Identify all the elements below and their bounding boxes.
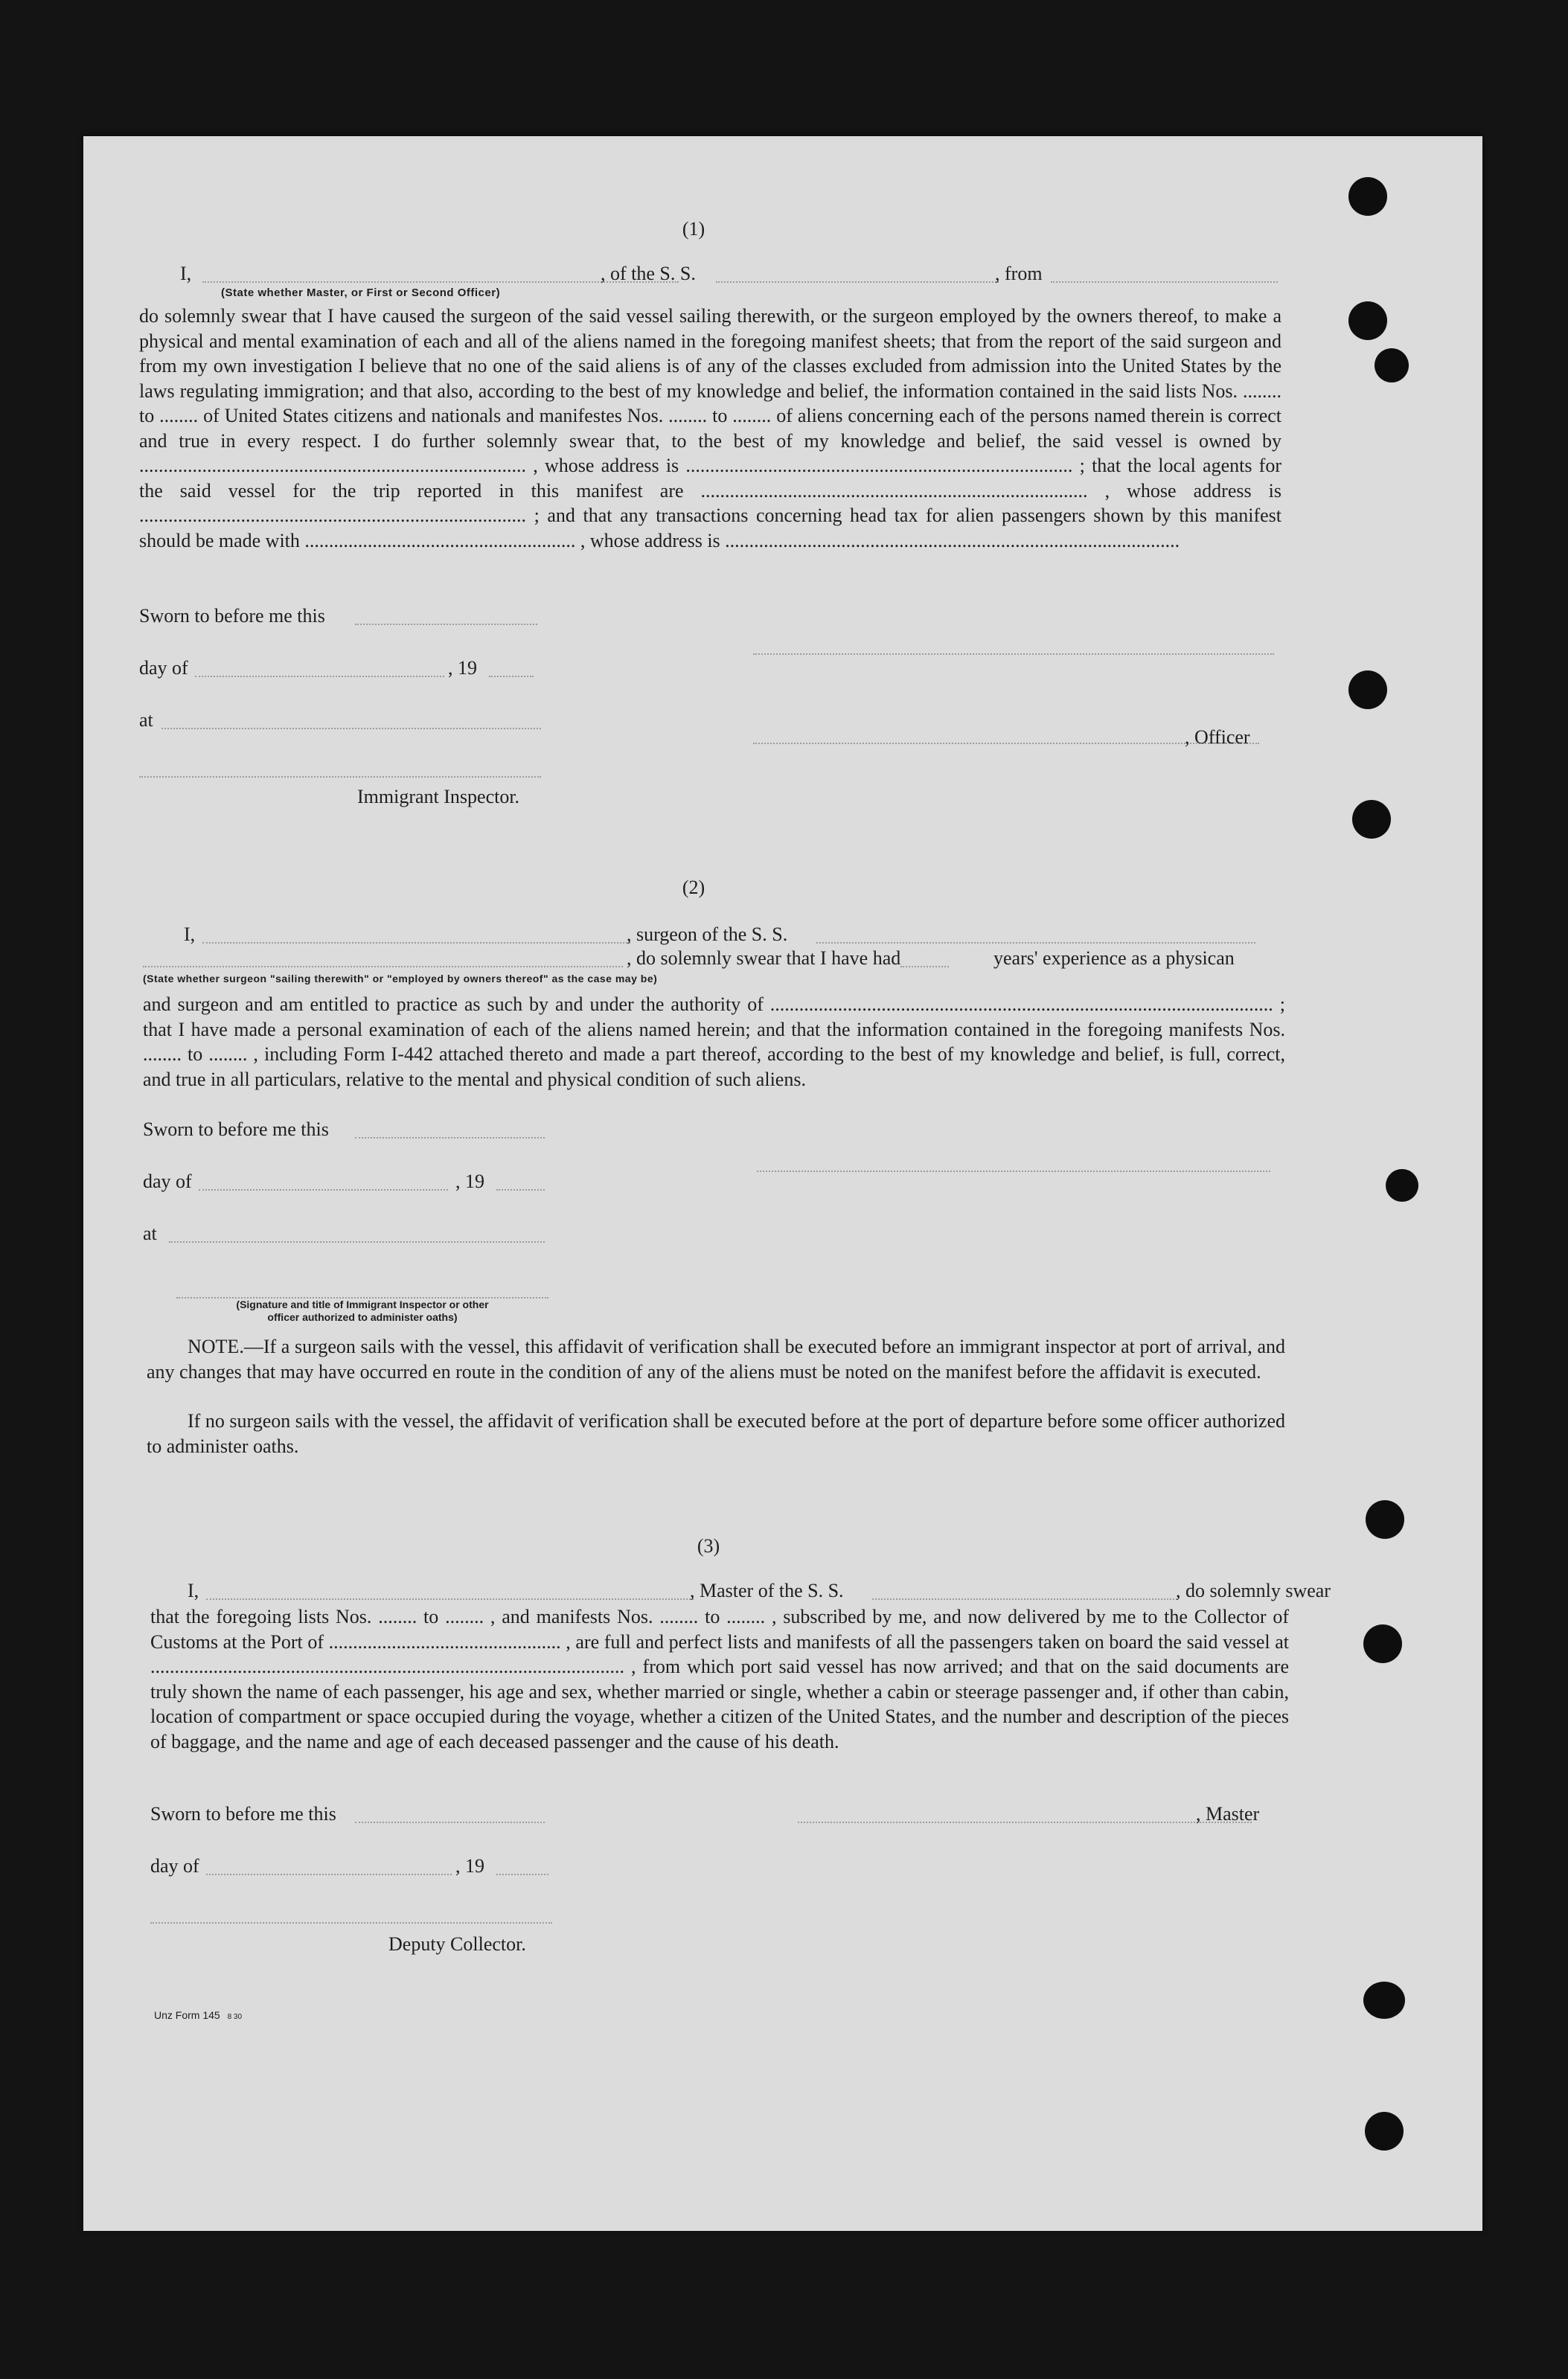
section-3-master-sign-label: , Master	[1196, 1803, 1260, 1825]
section-2-signature-hint-1: (Signature and title of Immigrant Inspector or other	[236, 1299, 489, 1310]
section-1-ss-label: , of the S. S.	[601, 263, 696, 284]
section-2-vessel-field[interactable]	[816, 942, 1255, 944]
section-1-officer-label: , Officer	[1185, 726, 1250, 748]
section-3-i: I,	[188, 1580, 199, 1601]
section-3-day-label: day of	[150, 1855, 199, 1877]
section-2-year-label: , 19	[455, 1171, 484, 1192]
section-1-inspector-label: Immigrant Inspector.	[357, 786, 520, 807]
section-1-inspector-line[interactable]	[139, 776, 541, 778]
section-1-year-field[interactable]	[489, 676, 534, 677]
section-3-collector-label: Deputy Collector.	[388, 1933, 526, 1955]
section-2-swear-text: , do solemnly swear that I have had	[627, 947, 901, 969]
section-1-i: I,	[180, 263, 192, 284]
surgeon-type-hint: (State whether surgeon "sailing therewith" or "employed by owners thereof" as the case may be)	[143, 973, 658, 984]
punch-hole	[1365, 2112, 1404, 2151]
punch-hole	[1348, 670, 1387, 709]
form-number: Unz Form 145	[154, 2009, 220, 2021]
section-3-sworn-label: Sworn to before me this	[150, 1803, 336, 1825]
section-3-collector-line[interactable]	[150, 1922, 552, 1924]
section-3-year-label: , 19	[455, 1855, 484, 1877]
section-2-day-label: day of	[143, 1171, 192, 1192]
section-3-number: (3)	[697, 1535, 720, 1557]
section-2-signature-hint-2: officer authorized to administer oaths)	[267, 1311, 458, 1323]
form-identifier	[154, 2009, 242, 2021]
section-2-signature-line[interactable]	[757, 1171, 1270, 1172]
section-3-swear-label: , do solemnly swear	[1176, 1580, 1331, 1601]
punch-hole	[1348, 177, 1387, 216]
section-3-master-field[interactable]	[206, 1598, 694, 1600]
section-1-from-label: , from	[995, 263, 1043, 284]
section-1-number: (1)	[682, 218, 705, 240]
section-1-sworn-day-field[interactable]	[355, 624, 537, 625]
punch-hole	[1386, 1169, 1418, 1202]
section-2-years-text: years' experience as a physican	[993, 947, 1235, 969]
punch-hole	[1363, 1982, 1405, 2019]
vessel-name-field[interactable]	[716, 281, 999, 283]
section-2-sworn-label: Sworn to before me this	[143, 1118, 329, 1140]
section-3-master-label: , Master of the S. S.	[690, 1580, 844, 1601]
section-1-at-label: at	[139, 709, 153, 731]
punch-hole	[1375, 348, 1409, 382]
section-1-sworn-label: Sworn to before me this	[139, 605, 325, 627]
master-rank-hint: (State whether Master, or First or Second Officer)	[221, 286, 501, 299]
section-2-i: I,	[184, 923, 196, 945]
section-2-sworn-day-field[interactable]	[355, 1137, 545, 1139]
punch-hole	[1352, 800, 1391, 839]
section-2-month-field[interactable]	[199, 1189, 448, 1191]
section-3-master-signature-line[interactable]	[798, 1822, 1252, 1823]
section-3-month-field[interactable]	[206, 1874, 452, 1875]
departure-port-field[interactable]	[1051, 281, 1278, 283]
section-1-year-label: , 19	[448, 657, 477, 679]
section-2-at-label: at	[143, 1223, 157, 1244]
punch-hole	[1363, 1624, 1402, 1663]
section-1-month-field[interactable]	[195, 676, 444, 677]
punch-hole	[1348, 301, 1387, 340]
section-1-oath-text: do solemnly swear that I have caused the surgeon of the said vessel sailing therewith, or the surgeon employed by the owners thereof, to make a physical and mental examination of each and all of the aliens named in the foregoing manifest sheets; that from the report of the said surgeon and from my own investigation I believe that no one of the said aliens is of any of the classes excluded from admission into the United States by the laws regulating immigration; and that also, according to the best of my knowledge and belief, the information contained in the said lists Nos. ........ to ........ of United States citizens and nationals and manifestes Nos. ........ to ........ of aliens concerning each of the persons named therein is correct and true in every respect. I do further solemnly swear that, to the best of my knowledge and belief, the said vessel is owned by ................................................................................ , whose address is ................................................................................ ; that the local agents for the said vessel for the trip reported in this manifest are ................................................................................ , whose address is ................................................................................ ; and that any transactions concerning head tax for alien passengers shown by this manifest should be made with ........................................................ , whose address is ..............................................................................................	[139, 305, 1281, 551]
punch-hole	[1366, 1500, 1404, 1539]
section-1-day-label: day of	[139, 657, 188, 679]
form-date: 8 30	[227, 2013, 243, 2021]
surgeon-name-field[interactable]	[202, 942, 630, 944]
section-1-place-field[interactable]	[161, 728, 541, 729]
section-3-year-field[interactable]	[496, 1874, 548, 1875]
section-3-oath-text: that the foregoing lists Nos. ........ to ........ , and manifests Nos. ........ to ........ , subscribed by me, and now delivered by me to the Collector of Customs at the Port of ................................................ , are full and perfect lists and manifests of all the passengers taken on board the said vessel at .................................................................................................. , from which port said vessel has now arrived; and that on the said documents are truly shown the name of each passenger, his age and sex, whether married or single, whether a cabin or steerage passenger and, if other than cabin, location of compartment or space occupied during the voyage, whether a citizen of the United States, and the number and description of the pieces of baggage, and the name and age of each deceased passenger and the cause of his death.	[150, 1606, 1289, 1752]
section-1-officer-line[interactable]	[753, 743, 1259, 744]
manifest-affidavit-page	[83, 136, 1482, 2231]
no-surgeon-note: If no surgeon sails with the vessel, the affidavit of verification shall be executed before at the port of departure before some officer authorized to administer oaths.	[147, 1410, 1285, 1457]
section-2-number: (2)	[682, 877, 705, 898]
section-2-place-field[interactable]	[169, 1241, 545, 1243]
section-2-surgeon-label: , surgeon of the S. S.	[627, 923, 788, 945]
section-3-sworn-day-field[interactable]	[355, 1822, 545, 1823]
section-1-signature-line[interactable]	[753, 653, 1274, 655]
years-experience-field[interactable]	[900, 966, 949, 967]
section-2-year-field[interactable]	[496, 1189, 545, 1191]
section-3-vessel-field[interactable]	[872, 1598, 1177, 1600]
surgeon-note: NOTE.—If a surgeon sails with the vessel, this affidavit of verification shall be executed before an immigrant inspector at port of arrival, and any changes that may have occurred en route in the condition of any of the aliens must be noted on the manifest before the affidavit is executed.	[147, 1336, 1285, 1383]
section-2-oath-text: and surgeon and am entitled to practice as such by and under the authority of ........................................................................................................ ; that I have made a personal examination of each of the aliens named herein; and that the information contained in the foregoing manifests Nos. ........ to ........ , including Form I-442 attached thereto and made a part thereof, according to the best of my knowledge and belief, is full, correct, and true in all particulars, relative to the mental and physical condition of such aliens.	[143, 993, 1285, 1090]
